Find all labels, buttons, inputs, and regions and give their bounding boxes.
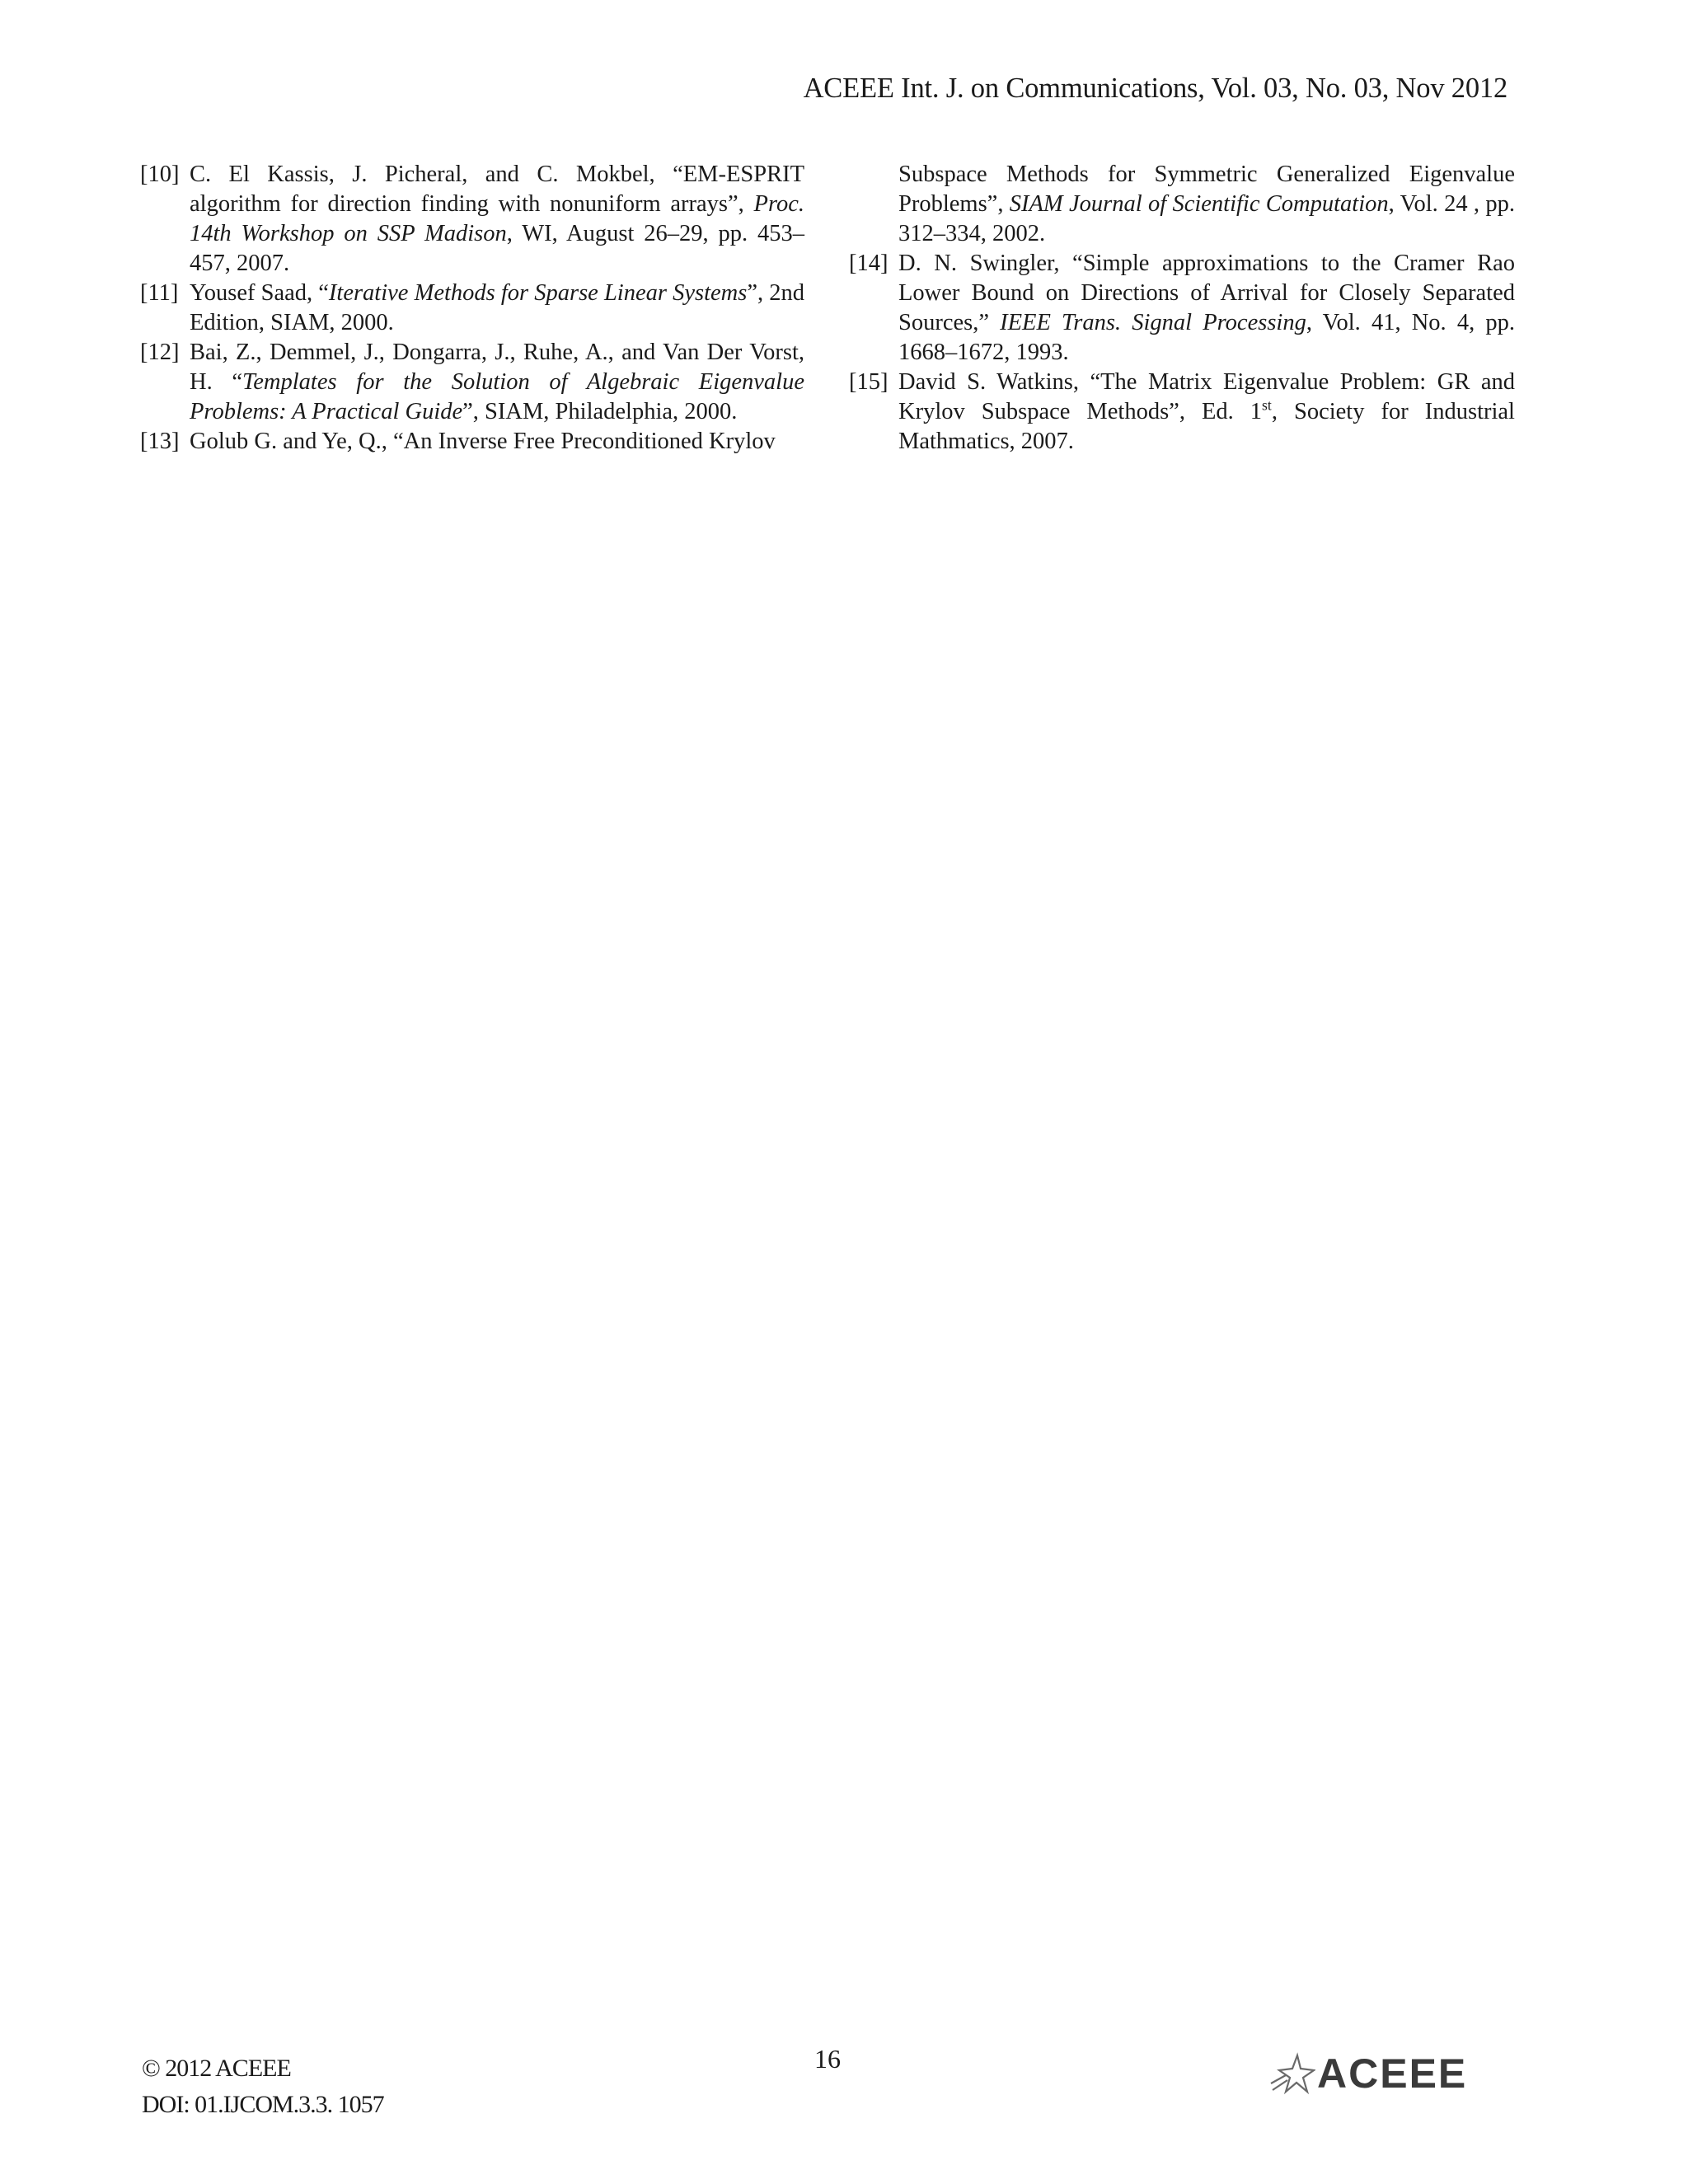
star-icon <box>1269 2050 1315 2097</box>
running-header: ACEEE Int. J. on Communications, Vol. 03, No. 03, Nov 2012 <box>803 73 1507 104</box>
reference-venue: SIAM Journal of Scientific Computation <box>1009 191 1389 217</box>
reference-14 <box>849 249 1515 368</box>
logo-text: ACEEE <box>1317 2050 1468 2097</box>
reference-15 <box>849 368 1515 457</box>
reference-details: , Vol. 24 , pp. 312–334, 2002. <box>898 191 1515 246</box>
copyright-notice: © 2012 ACEEE <box>142 2055 291 2082</box>
reference-text: Yousef Saad, “ <box>190 280 329 306</box>
reference-details: , Vol. 41, No. 4, pp. 1668–1672, 1993. <box>898 310 1515 365</box>
reference-number: [14] <box>849 251 889 276</box>
reference-details: , WI, August 26–29, pp. 453–457, 2007. <box>190 221 804 276</box>
reference-text: Bai, Z., Demmel, J., Dongarra, J., Ruhe, A., and Van Der Vorst, H. “ <box>190 340 804 395</box>
reference-details: ”, 2nd Edition, SIAM, 2000. <box>190 280 804 335</box>
reference-details: ”, SIAM, Philadelphia, 2000. <box>462 399 738 424</box>
reference-text: C. El Kassis, J. Picheral, and C. Mokbel, “EM-ESPRIT algorithm for direction finding with nonuniform arrays”, <box>190 162 804 217</box>
page-number: 16 <box>814 2044 841 2074</box>
footer-left <box>142 2050 384 2123</box>
reference-number: [10] <box>140 162 180 187</box>
reference-title: Iterative Methods for Sparse Linear Systems <box>328 280 748 306</box>
reference-number: [12] <box>140 340 180 365</box>
superscript: st <box>1262 396 1272 414</box>
reference-details: , Society for Industrial Mathmatics, 2007. <box>898 399 1515 454</box>
reference-number: [15] <box>849 369 889 395</box>
doi-line: DOI: 01.IJCOM.3.3. 1057 <box>142 2091 384 2118</box>
reference-11 <box>140 279 804 338</box>
reference-venue: Proc. 14th Workshop on SSP Madison <box>190 191 804 246</box>
reference-venue: IEEE Trans. Signal Processing <box>1000 310 1306 335</box>
reference-text: D. N. Swingler, “Simple approximations to the Cramer Rao Lower Bound on Directions of Arrival for Closely Separated Sources,” <box>898 251 1515 335</box>
references-left-column <box>140 160 804 457</box>
publisher-logo <box>1269 2049 1517 2098</box>
reference-number: [11] <box>140 280 179 306</box>
reference-text: Subspace Methods for Symmetric Generalized Eigenvalue Problems”, <box>898 162 1515 217</box>
references-right-column <box>849 160 1515 457</box>
reference-title: Templates for the Solution of Algebraic Eigenvalue Problems: A Practical Guide <box>190 369 805 424</box>
reference-13-continued <box>849 160 1515 249</box>
reference-number: [13] <box>140 429 180 454</box>
reference-text: David S. Watkins, “The Matrix Eigenvalue Problem: GR and Krylov Subspace Methods”, Ed. 1 <box>898 369 1515 424</box>
reference-text: Golub G. and Ye, Q., “An Inverse Free Preconditioned Krylov <box>190 429 776 454</box>
reference-12 <box>140 338 804 427</box>
reference-13 <box>140 427 804 457</box>
reference-10 <box>140 160 804 279</box>
